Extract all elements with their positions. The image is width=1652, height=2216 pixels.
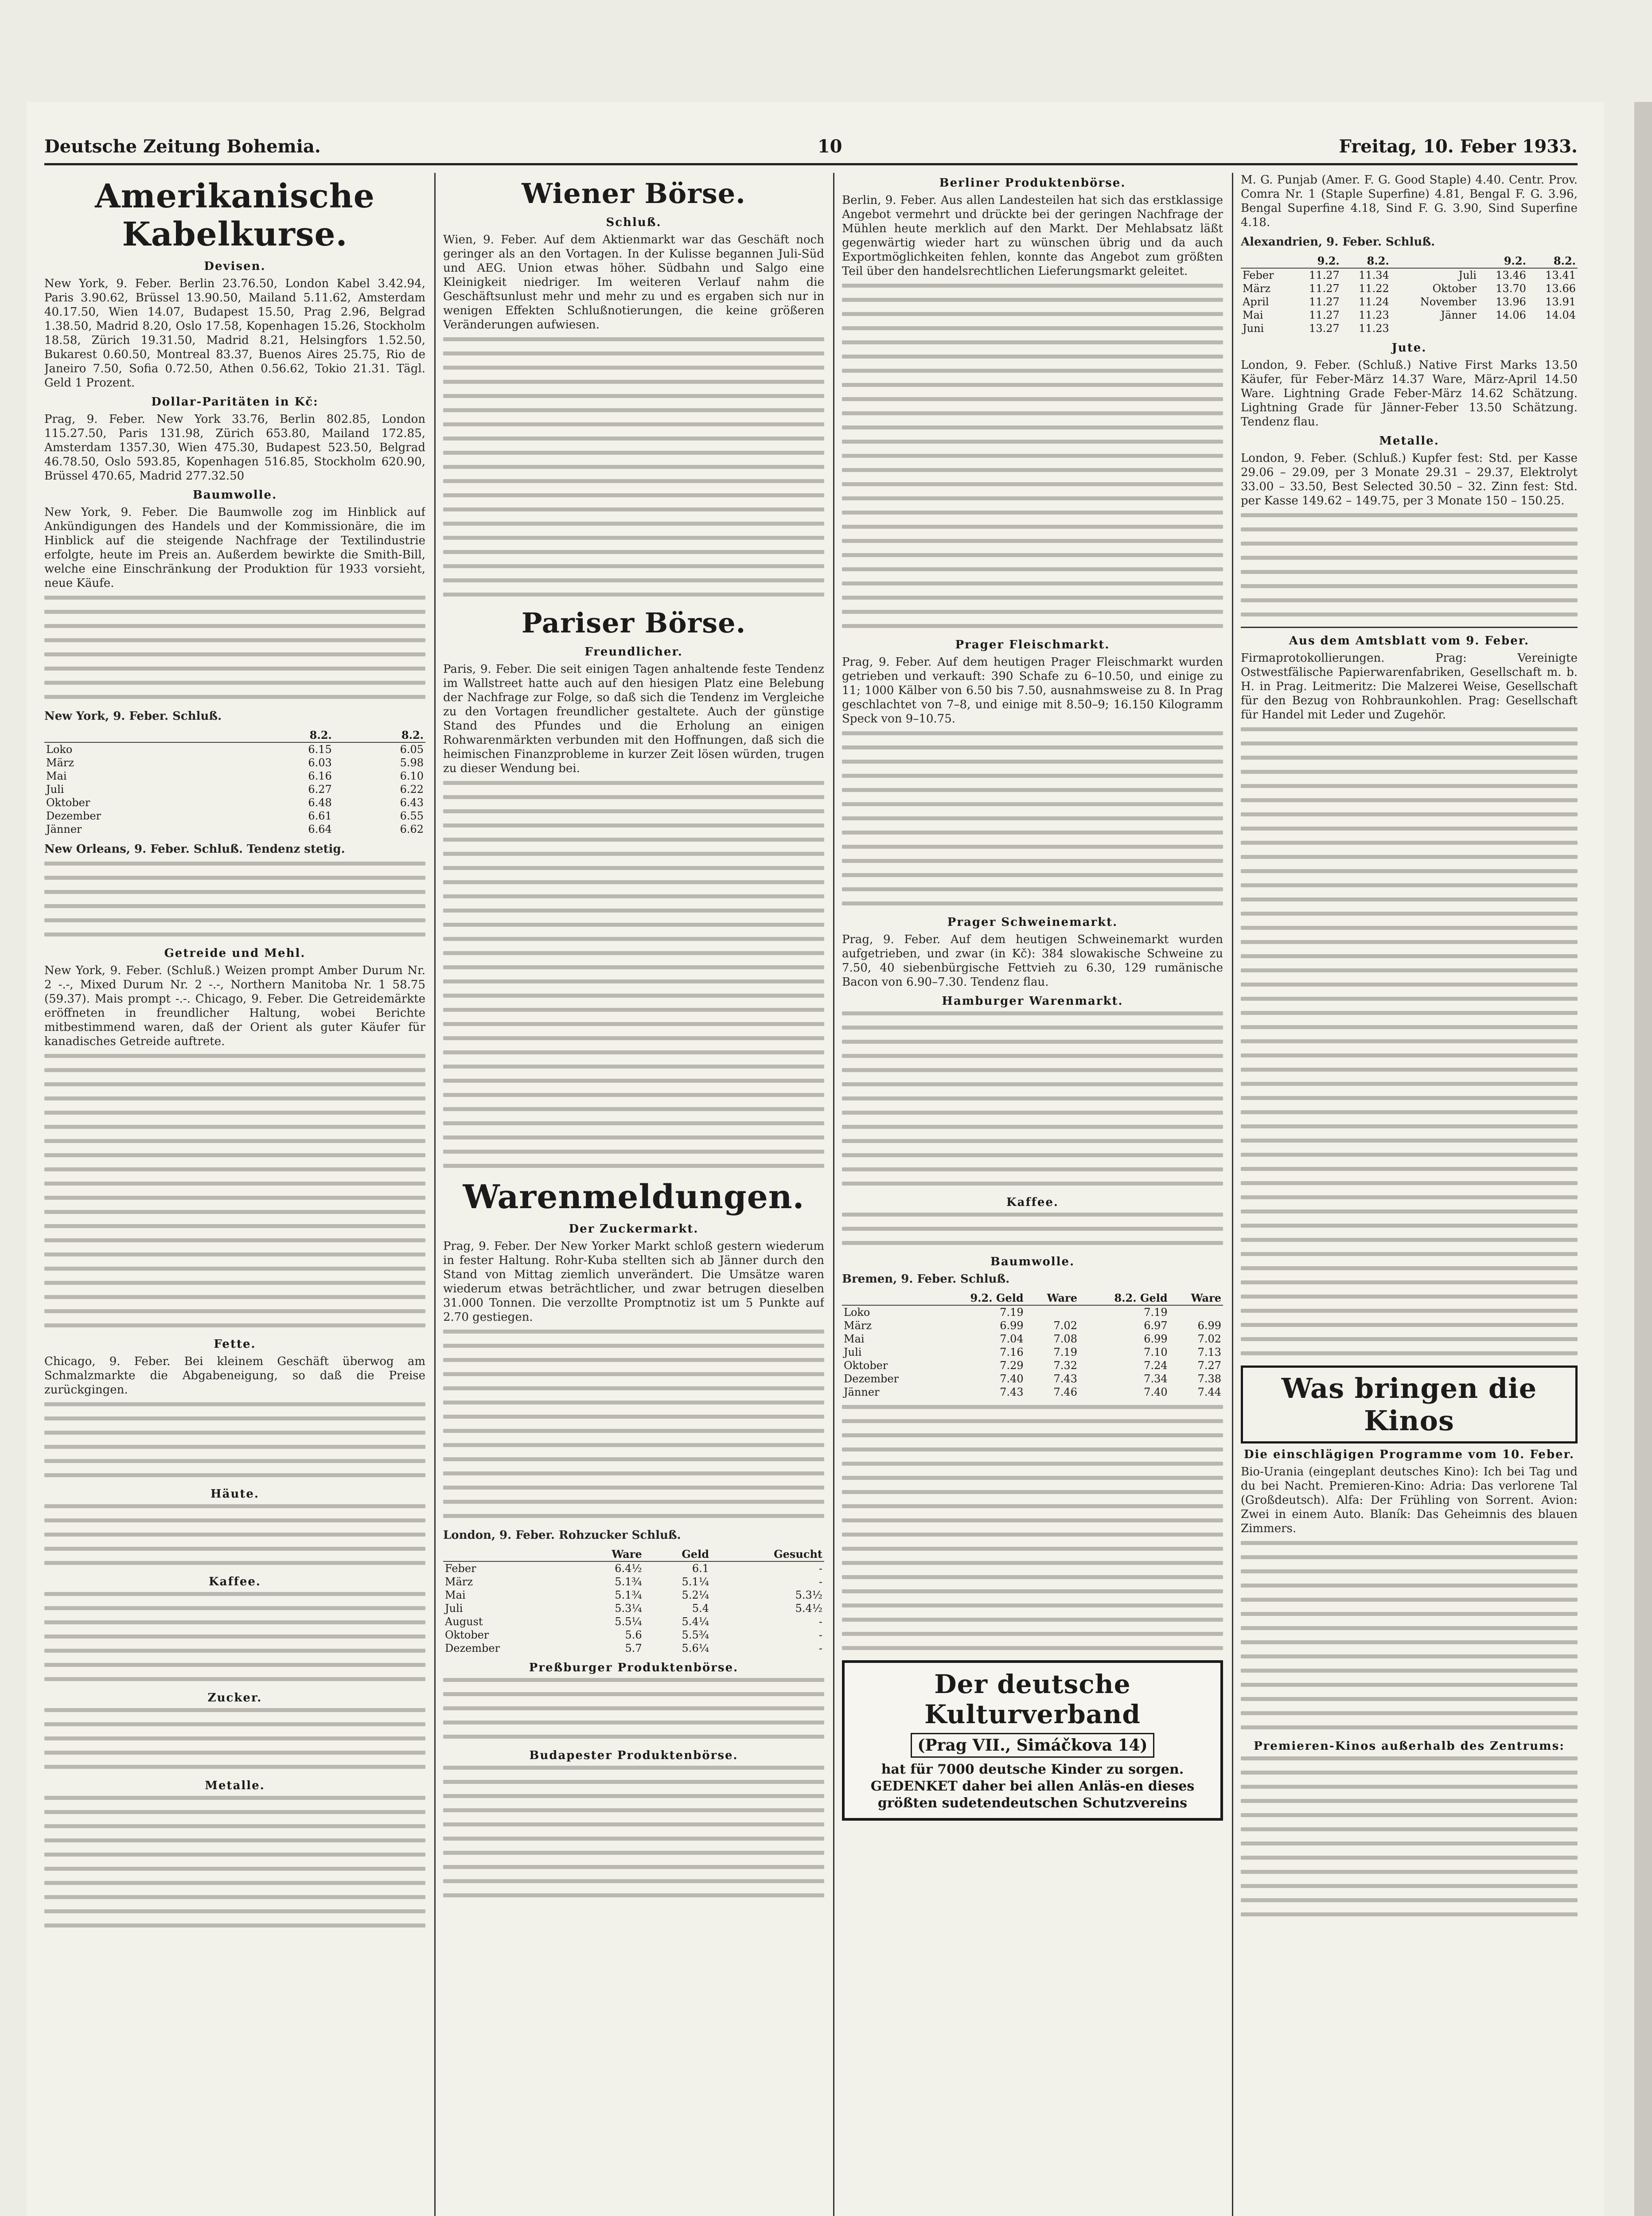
table-cell: 7.32 xyxy=(1053,1359,1077,1372)
text-lines xyxy=(44,1504,425,1565)
article-text: Berlin, 9. Feber. Aus allen Landesteilen hat sich das erstklassige Angebot vermehrt und drückte bei der geringen Nachfrage der Mühlen heute merklich auf den Markt. Der Mehlabsatz läßt gegenwärtig wieder hart zu wünschen übrig und da auch Exportmöglichkeiten fehlen, konnte das Angebot zum größten Teil über den handelsrechtlichen Lieferungsmarkt geleitet. xyxy=(842,194,1223,278)
column-1 xyxy=(44,173,425,2216)
table-cell: 7.40 xyxy=(1144,1386,1168,1398)
table-cell: Dezember xyxy=(46,810,101,822)
table-row xyxy=(44,769,425,783)
table-cell: - xyxy=(818,1642,822,1654)
section-subtitle: Baumwolle. xyxy=(192,488,277,502)
section-subtitle: Dollar-Paritäten in Kč: xyxy=(151,395,319,409)
table-cell: 6.27 xyxy=(308,783,332,796)
table-cell xyxy=(1169,1305,1223,1319)
table-label: Bremen, 9. Feber. Schluß. xyxy=(842,1272,1010,1286)
table-cell: 5.1¾ xyxy=(615,1589,642,1601)
table-cell: 11.23 xyxy=(1359,322,1389,335)
ad-address: (Prag VII., Simáčkova 14) xyxy=(911,1733,1154,1758)
table-cell: Dezember xyxy=(844,1373,899,1385)
table-cell: 7.13 xyxy=(1197,1346,1221,1358)
table-cell: 11.27 xyxy=(1309,296,1340,308)
table-cell: 14.06 xyxy=(1496,309,1526,321)
table-row xyxy=(842,1305,1223,1319)
section-title: Pariser Börse. xyxy=(521,607,746,639)
text-lines xyxy=(443,1330,824,1518)
article-text: New York, 9. Feber. Berlin 23.76.50, London Kabel 3.42.94, Paris 3.90.62, Brüssel 13.90.50, Mailand 5.11.62, Amsterdam 40.17.50, Wien 14.07, Budapest 15.50, Prag 2.96, Belgrad 1.38.50, Madrid 8.20, Oslo 17.58, Kopenhagen 15.26, Stockholm 18.58, Zürich 19.31.50, Madrid 8.21, Helsingfors 1.52.50, Bukarest 0.60.50, Montreal 83.37, Buenos Aires 25.75, Rio de Janeiro 7.50, Sofia 0.72.50, Athen 0.56.62, Tokio 21.31. Tägl. Geld 1 Prozent. xyxy=(44,277,425,390)
table-header-cell xyxy=(1391,254,1478,268)
text-lines xyxy=(443,1678,824,1739)
table-header-cell: 8.2. Geld xyxy=(1079,1291,1169,1305)
table-cell: Juli xyxy=(46,783,64,796)
table-cell: 6.61 xyxy=(308,810,332,822)
table-row xyxy=(842,1359,1223,1372)
table-cell: Jänner xyxy=(1441,309,1477,321)
table-cell: 7.38 xyxy=(1197,1373,1221,1385)
section-subtitle: Premieren-Kinos außerhalb des Zentrums: xyxy=(1254,1740,1565,1753)
section-title: Wiener Börse. xyxy=(522,177,746,210)
text-lines xyxy=(44,862,425,936)
table-cell: 7.19 xyxy=(1000,1306,1024,1319)
quote-table xyxy=(1241,254,1578,335)
table-cell: 5.98 xyxy=(400,757,424,769)
column-rule xyxy=(1232,173,1233,2216)
table-cell xyxy=(1528,322,1578,335)
table-cell: 13.41 xyxy=(1545,269,1576,281)
table-cell: 6.16 xyxy=(308,770,332,782)
table-cell: 6.03 xyxy=(308,757,332,769)
table-cell: 5.3¼ xyxy=(615,1602,642,1615)
table-cell: 7.44 xyxy=(1197,1386,1221,1398)
table-cell: 13.91 xyxy=(1545,296,1576,308)
table-cell: - xyxy=(818,1615,822,1628)
table-cell: - xyxy=(818,1629,822,1641)
table-label: New Orleans, 9. Feber. Schluß. Tendenz stetig. xyxy=(44,843,345,856)
table-header-row xyxy=(1241,254,1578,268)
section-title: Was bringen die Kinos xyxy=(1281,1372,1537,1437)
section-subtitle: Berliner Produktenbörse. xyxy=(939,176,1126,190)
table-cell: 6.48 xyxy=(308,796,332,809)
table-cell: Oktober xyxy=(445,1629,489,1641)
running-header xyxy=(44,133,1578,160)
section-subtitle: Kaffee. xyxy=(1006,1196,1059,1209)
table-row xyxy=(443,1642,824,1655)
article-text: London, 9. Feber. (Schluß.) Kupfer fest: Std. per Kasse 29.06 – 29.09, per 3 Monate 29.31 – 29.37, Elektrolyt 33.00 – 33.50, Best Selected 30.50 – 32. Zinn fest: Std. per Kasse 149.62 – 149.75, per 3 Monate 150 – 150.25. xyxy=(1241,452,1578,507)
text-lines xyxy=(842,1011,1223,1186)
section-subtitle: Getreide und Mehl. xyxy=(164,947,306,960)
table-label: Alexandrien, 9. Feber. Schluß. xyxy=(1241,235,1435,249)
table-cell: 6.43 xyxy=(400,796,424,809)
table-cell: 5.4½ xyxy=(795,1602,822,1615)
table-row xyxy=(443,1561,824,1575)
text-lines xyxy=(443,781,824,1168)
text-lines xyxy=(44,1796,425,1927)
section-subtitle: Jute. xyxy=(1391,341,1427,355)
table-row xyxy=(1241,308,1578,322)
table-cell: - xyxy=(818,1576,822,1588)
article-text: Chicago, 9. Feber. Bei kleinem Geschäft überwog am Schmalzmarkte die Abgabeneigung, so daß die Preise zurückgingen. xyxy=(44,1355,425,1397)
table-row xyxy=(44,823,425,836)
advertisement xyxy=(842,1660,1223,1821)
table-cell: 13.96 xyxy=(1496,296,1526,308)
table-cell: 5.1¼ xyxy=(682,1576,709,1588)
text-lines xyxy=(443,1766,824,1897)
section-subtitle: Der Zuckermarkt. xyxy=(569,1222,699,1236)
table-cell: Loko xyxy=(844,1306,870,1319)
table-cell: 6.05 xyxy=(400,743,424,756)
table-row xyxy=(443,1628,824,1642)
table-cell: 5.4¼ xyxy=(682,1615,709,1628)
text-lines xyxy=(44,1592,425,1681)
section-subtitle: Budapester Produktenbörse. xyxy=(529,1749,738,1762)
text-lines xyxy=(842,1405,1223,1650)
section-subtitle: Metalle. xyxy=(205,1779,265,1792)
table-header-row xyxy=(842,1291,1223,1305)
table-cell: 11.22 xyxy=(1359,282,1389,295)
table-row xyxy=(44,809,425,823)
table-cell: März xyxy=(46,757,74,769)
table-row xyxy=(1241,268,1578,282)
column-2 xyxy=(443,173,824,2216)
table-cell: 7.02 xyxy=(1053,1319,1077,1332)
table-header-cell: Geld xyxy=(644,1548,711,1561)
table-row xyxy=(443,1615,824,1628)
table-header-cell: 8.2. xyxy=(334,729,425,742)
table-row xyxy=(44,756,425,769)
divider xyxy=(1241,627,1578,628)
table-cell: 6.99 xyxy=(1197,1319,1221,1332)
table-row xyxy=(44,742,425,756)
article-text: M. G. Punjab (Amer. F. G. Good Staple) 4.40. Centr. Prov. Comra Nr. 1 (Staple Superfine) 4.81, Bengal F. G. 3.96, Bengal Superfine 4.18, Sind F. G. 3.90, Sind Superfine 4.18. xyxy=(1241,173,1578,229)
table-cell: 6.22 xyxy=(400,783,424,796)
article-text: New York, 9. Feber. Die Baumwolle zog im Hinblick auf Ankündigungen des Handels und der Kommissionäre, die im Hinblick auf die steigende Nachfrage der Textilindustrie erfolgte, heute im Preis an. Außerdem bewirkte die Smith-Bill, welche eine Einschränkung der Produktion für 1933 vorsieht, neue Käufe. xyxy=(44,506,425,590)
table-cell: März xyxy=(1243,282,1270,295)
section-subtitle: Aus dem Amtsblatt vom 9. Feber. xyxy=(1289,634,1530,648)
section-subtitle: Preßburger Produktenbörse. xyxy=(529,1661,739,1674)
table-cell: 7.08 xyxy=(1053,1333,1077,1345)
header-left: Deutsche Zeitung Bohemia. xyxy=(44,136,321,157)
section-title: Amerikanische Kabelkurse. xyxy=(95,177,375,254)
table-header-cell: Ware xyxy=(1025,1291,1079,1305)
table-cell xyxy=(1025,1305,1079,1319)
section-subtitle: Die einschlägigen Programme vom 10. Feber. xyxy=(1243,1448,1575,1461)
scan-edge xyxy=(1634,102,1652,2216)
table-cell: August xyxy=(445,1615,483,1628)
article-text: Prag, 9. Feber. Auf dem heutigen Prager Fleischmarkt wurden getrieben und verkauft: 390 Schafe zu 6–10.50, und einige zu 11; 1000 Kälber von 6.50 bis 7.50, ausnahmsweise zu 8. In Prag geschlachtet von 7–8, und einige mit 8.50–9; 16.150 Kilogramm Speck von 9–10.75. xyxy=(842,655,1223,726)
table-header-cell: 9.2. xyxy=(1478,254,1528,268)
table-cell: 7.46 xyxy=(1053,1386,1077,1398)
article-text: New York, 9. Feber. (Schluß.) Weizen prompt Amber Durum Nr. 2 -.-, Mixed Durum Nr. 2 -.-, Northern Manitoba Nr. 1 58.75 (59.37). Mais prompt -.-. Chicago, 9. Feber. Die Getreidemärkte eröffneten in freundlicher Haltung, wobei Berichte mitbestimmend waren, daß der Orient als guter Käufer für kanadisches Getreide auftrete. xyxy=(44,964,425,1048)
table-cell: 5.2¼ xyxy=(682,1589,709,1601)
table-cell: 5.5¾ xyxy=(682,1629,709,1641)
table-cell: 6.10 xyxy=(400,770,424,782)
table-cell: 5.3½ xyxy=(795,1589,822,1601)
section-subtitle: Zucker. xyxy=(207,1691,262,1705)
ad-title: Der deutsche Kulturverband xyxy=(924,1669,1141,1729)
table-cell: 7.27 xyxy=(1197,1359,1221,1372)
table-cell: 7.16 xyxy=(1000,1346,1024,1358)
table-cell: Juli xyxy=(844,1346,862,1358)
article-text: Wien, 9. Feber. Auf dem Aktienmarkt war das Geschäft noch geringer als an den Vortagen. In der Kulisse begannen Juli-Süd und AEG. Union etwas höher. Südbahn und Salgo eine Kleinigkeit niedriger. Im weiteren Verlauf nahm die Geschäftsunlust mehr und mehr zu und es ergaben sich nur in wenigen Effekten Schlußnotierungen, die keine größeren Veränderungen aufwiesen. xyxy=(443,233,824,332)
table-cell: 14.04 xyxy=(1545,309,1576,321)
table-label: New York, 9. Feber. Schluß. xyxy=(44,710,222,723)
table-cell: 7.29 xyxy=(1000,1359,1024,1372)
column-rule xyxy=(434,173,436,2216)
table-cell xyxy=(1478,322,1528,335)
table-header-cell: 8.2. xyxy=(1341,254,1391,268)
table-cell: 11.23 xyxy=(1359,309,1389,321)
table-row xyxy=(1241,295,1578,308)
table-cell: 6.62 xyxy=(400,823,424,835)
table-cell: Mai xyxy=(844,1333,865,1345)
table-cell: 7.24 xyxy=(1144,1359,1168,1372)
table-cell: 5.4 xyxy=(692,1602,709,1615)
text-lines xyxy=(1241,513,1578,616)
table-row xyxy=(842,1319,1223,1332)
table-row xyxy=(443,1575,824,1588)
table-cell: 11.34 xyxy=(1359,269,1389,281)
table-cell: Dezember xyxy=(445,1642,500,1654)
table-cell: Loko xyxy=(46,743,73,756)
text-lines xyxy=(1241,1541,1578,1729)
table-row xyxy=(1241,282,1578,295)
article-text: Prag, 9. Feber. Auf dem heutigen Schweinemarkt wurden aufgetrieben, und zwar (in Kč): 384 slowakische Schweine zu 7.50, 40 siebenbürgische Fettvieh zu 6.30, 129 rumänische Bacon von 6.90–7.30. Tendenz flau. xyxy=(842,933,1223,989)
text-lines xyxy=(443,337,824,597)
header-right: Freitag, 10. Feber 1933. xyxy=(1339,136,1578,157)
text-lines xyxy=(44,1054,425,1327)
table-row xyxy=(842,1346,1223,1359)
table-cell: 11.27 xyxy=(1309,309,1340,321)
table-cell: 7.19 xyxy=(1144,1306,1168,1319)
table-cell: Feber xyxy=(1243,269,1274,281)
section-subtitle: Metalle. xyxy=(1379,434,1439,448)
table-label: London, 9. Feber. Rohzucker Schluß. xyxy=(443,1529,681,1542)
article-text: Paris, 9. Feber. Die seit einigen Tagen anhaltende feste Tendenz im Wallstreet hatte auch auf den hiesigen Platz eine Belebung der Nachfrage zur Folge, so daß sich die Tendenz im Vergleiche zu den Vortagen freundlicher gestaltete. Auch der günstige Stand des Pfundes und die Erholung an einigen Rohwarenmärkten verbunden mit den Hoffnungen, daß sich die heimischen Finanzprobleme in kurzer Zeit lösen würden, trugen zu dieser Wendung bei. xyxy=(443,663,824,775)
table-cell: 6.99 xyxy=(1000,1319,1024,1332)
table-header-cell: 9.2. xyxy=(1292,254,1341,268)
text-lines xyxy=(44,1402,425,1477)
article-text: London, 9. Feber. (Schluß.) Native First Marks 13.50 Käufer, für Feber-März 14.37 Ware, März-April 14.50 Ware. Lightning Grade Feber-März 14.62 Schätzung. Lightning Grade für Jänner-Feber 13.50 Schätzung. Tendenz flau. xyxy=(1241,359,1578,429)
section-subtitle: Devisen. xyxy=(204,260,266,273)
table-cell: 11.27 xyxy=(1309,269,1340,281)
article-text: Firmaprotokollierungen. Prag: Vereinigte Ostwestfälische Papierwarenfabriken, Gesellschaft m. b. H. in Prag. Leitmeritz: Die Malzerei Weise, Gesellschaft für den Bezug von Rohbraunkohlen. Prag: Gesellschaft für Handel mit Leder und Zugehör. xyxy=(1241,652,1578,722)
table-cell: 13.70 xyxy=(1496,282,1526,295)
table-header-cell xyxy=(1241,254,1292,268)
table-cell: 7.34 xyxy=(1144,1373,1168,1385)
table-row xyxy=(842,1385,1223,1399)
section-subtitle: Kaffee. xyxy=(209,1575,261,1588)
section-title: Warenmeldungen. xyxy=(463,1178,805,1216)
table-header-cell: Ware xyxy=(1169,1291,1223,1305)
column-rule xyxy=(833,173,834,2216)
section-subtitle: Prager Fleischmarkt. xyxy=(955,638,1110,652)
table-cell: Oktober xyxy=(844,1359,888,1372)
text-lines xyxy=(1241,727,1578,1355)
table-cell: 5.6¼ xyxy=(682,1642,709,1654)
table-cell: Juli xyxy=(445,1602,463,1615)
quote-table xyxy=(842,1291,1223,1399)
table-cell: 6.99 xyxy=(1144,1333,1168,1345)
page-number: 10 xyxy=(817,136,842,157)
section-subtitle: Häute. xyxy=(210,1487,259,1501)
section-subtitle: Prager Schweinemarkt. xyxy=(947,916,1118,929)
table-row xyxy=(842,1332,1223,1346)
table-cell: 7.40 xyxy=(1000,1373,1024,1385)
kino-box xyxy=(1241,1365,1578,1444)
table-header-row xyxy=(44,729,425,742)
text-lines xyxy=(44,596,425,699)
table-cell: 5.7 xyxy=(625,1642,642,1654)
table-cell: Jänner xyxy=(844,1386,880,1398)
section-subtitle: Schluß. xyxy=(606,216,662,229)
section-subtitle: Hamburger Warenmarkt. xyxy=(942,995,1123,1008)
table-header-cell: 9.2. Geld xyxy=(935,1291,1025,1305)
table-cell: Mai xyxy=(46,770,67,782)
table-cell: 5.1¾ xyxy=(615,1576,642,1588)
table-cell: 7.43 xyxy=(1053,1373,1077,1385)
table-cell: November xyxy=(1420,296,1477,308)
table-cell: 11.27 xyxy=(1309,282,1340,295)
table-cell: Jänner xyxy=(46,823,82,835)
section-subtitle: Baumwolle. xyxy=(990,1255,1075,1268)
table-header-cell xyxy=(842,1291,935,1305)
table-cell: 5.5¼ xyxy=(615,1615,642,1628)
quote-table xyxy=(44,729,425,836)
table-cell: Juli xyxy=(1458,269,1477,281)
table-header-cell xyxy=(443,1548,570,1561)
table-cell: 6.64 xyxy=(308,823,332,835)
table-header-cell: 8.2. xyxy=(1528,254,1578,268)
table-cell: Juni xyxy=(1243,322,1264,335)
table-cell: 5.6 xyxy=(625,1629,642,1641)
table-row xyxy=(842,1372,1223,1385)
table-cell: 6.97 xyxy=(1144,1319,1168,1332)
table-cell: April xyxy=(1243,296,1269,308)
article-text: Prag, 9. Feber. Der New Yorker Markt schloß gestern wiederum in fester Haltung. Rohr-Kuba stellten sich ab Jänner durch den Stand von Mittag ziemlich unverändert. Die Umsätze waren wiederum etwas beträchtlicher, und zwar betrugen dieselben 31.000 Tonnen. Die verzollte Promptnotiz ist um 5 Punkte auf 2.70 gestiegen. xyxy=(443,1240,824,1324)
table-cell: - xyxy=(818,1562,822,1575)
table-cell: 11.24 xyxy=(1359,296,1389,308)
table-cell: Mai xyxy=(445,1589,466,1601)
header-rule xyxy=(44,163,1578,165)
table-cell: Oktober xyxy=(46,796,90,809)
table-row xyxy=(443,1602,824,1615)
column-4 xyxy=(1241,173,1578,2216)
table-cell: 6.4½ xyxy=(615,1562,642,1575)
table-cell: 7.04 xyxy=(1000,1333,1024,1345)
table-header-cell: Ware xyxy=(570,1548,644,1561)
text-lines xyxy=(842,1213,1223,1245)
text-lines xyxy=(44,1708,425,1769)
table-cell xyxy=(1391,322,1478,335)
table-row xyxy=(44,783,425,796)
table-row xyxy=(1241,322,1578,335)
table-cell: 6.55 xyxy=(400,810,424,822)
text-lines xyxy=(842,731,1223,905)
table-cell: 7.43 xyxy=(1000,1386,1024,1398)
table-cell: Oktober xyxy=(1432,282,1477,295)
table-cell: 6.15 xyxy=(308,743,332,756)
table-cell: 7.10 xyxy=(1144,1346,1168,1358)
table-cell: März xyxy=(844,1319,872,1332)
section-subtitle: Freundlicher. xyxy=(584,645,683,659)
table-cell: 13.46 xyxy=(1496,269,1526,281)
table-header-row xyxy=(443,1548,824,1561)
table-cell: 6.1 xyxy=(692,1562,709,1575)
column-3 xyxy=(842,173,1223,2216)
section-subtitle: Fette. xyxy=(214,1338,256,1351)
table-cell: 13.66 xyxy=(1545,282,1576,295)
table-header-cell: 8.2. xyxy=(242,729,334,742)
ad-body: hat für 7000 deutsche Kinder zu sorgen. GEDENKET daher bei allen Anläs-en dieses größten sudetendeutschen Schutzvereins xyxy=(870,1762,1195,1811)
table-cell: 7.19 xyxy=(1053,1346,1077,1358)
table-row xyxy=(44,796,425,809)
text-lines xyxy=(1241,1756,1578,1916)
table-cell: Mai xyxy=(1243,309,1263,321)
text-lines xyxy=(842,284,1223,628)
article-text: Prag, 9. Feber. New York 33.76, Berlin 802.85, London 115.27.50, Paris 131.98, Zürich 653.80, Mailand 172.85, Amsterdam 1357.30, Wien 475.30, Budapest 523.50, Belgrad 46.78.50, Oslo 593.85, Kopenhagen 516.85, Stockholm 620.90, Brüssel 470.65, Madrid 277.32.50 xyxy=(44,413,425,483)
table-header-cell xyxy=(44,729,242,742)
table-row xyxy=(443,1588,824,1602)
table-cell: 13.27 xyxy=(1309,322,1340,335)
article-text: Bio-Urania (eingeplant deutsches Kino): Ich bei Tag und du bei Nacht. Premieren-Kino: Adria: Das verlorene Tal (Großdeutsch). Alfa: Der Frühling von Sorrent. Avion: Zwei in einem Auto. Blaník: Das Geheimnis des blauen Zimmers. xyxy=(1241,1465,1578,1535)
table-cell: 7.02 xyxy=(1197,1333,1221,1345)
table-cell: Feber xyxy=(445,1562,476,1575)
table-header-cell: Gesucht xyxy=(711,1548,824,1561)
table-cell: März xyxy=(445,1576,473,1588)
quote-table xyxy=(443,1548,824,1655)
